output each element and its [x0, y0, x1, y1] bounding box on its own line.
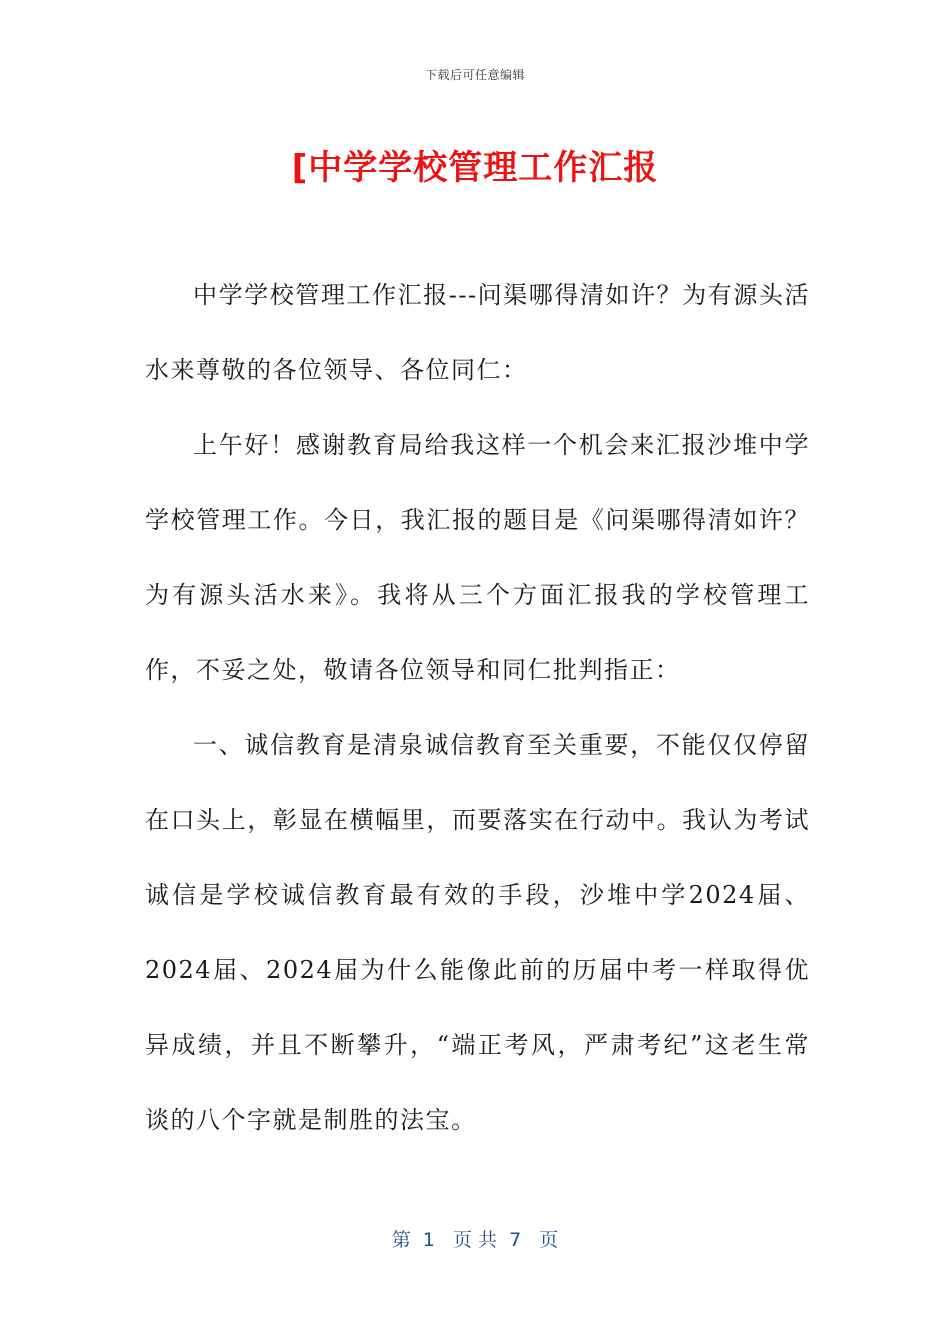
document-body [145, 258, 810, 1158]
paragraph: 一、诚信教育是清泉诚信教育至关重要，不能仅仅停留在口头上，彰显在横幅里，而要落实在行动中。我认为考试诚信是学校诚信教育最有效的手段，沙堆中学2024届、2024届、2024届为什么能像此前的历届中考一样取得优异成绩，并且不断攀升，“端正考风，严肃考纪”这老生常谈的八个字就是制胜的法宝。 [145, 731, 810, 1134]
paragraph: 中学学校管理工作汇报---问渠哪得清如许？为有源头活水来尊敬的各位领导、各位同仁： [145, 281, 810, 384]
paragraph: 上午好！感谢教育局给我这样一个机会来汇报沙堆中学学校管理工作。今日，我汇报的题目是《问渠哪得清如许？为有源头活水来》。我将从三个方面汇报我的学校管理工作，不妥之处，敬请各位领导和同仁批判指正： [145, 431, 810, 684]
header-note: 下载后可任意编辑 [424, 68, 525, 82]
page-number-footer: 第 1 页 共 7 页 [391, 1229, 559, 1251]
document-title: [中学学校管理工作汇报 [291, 148, 659, 188]
